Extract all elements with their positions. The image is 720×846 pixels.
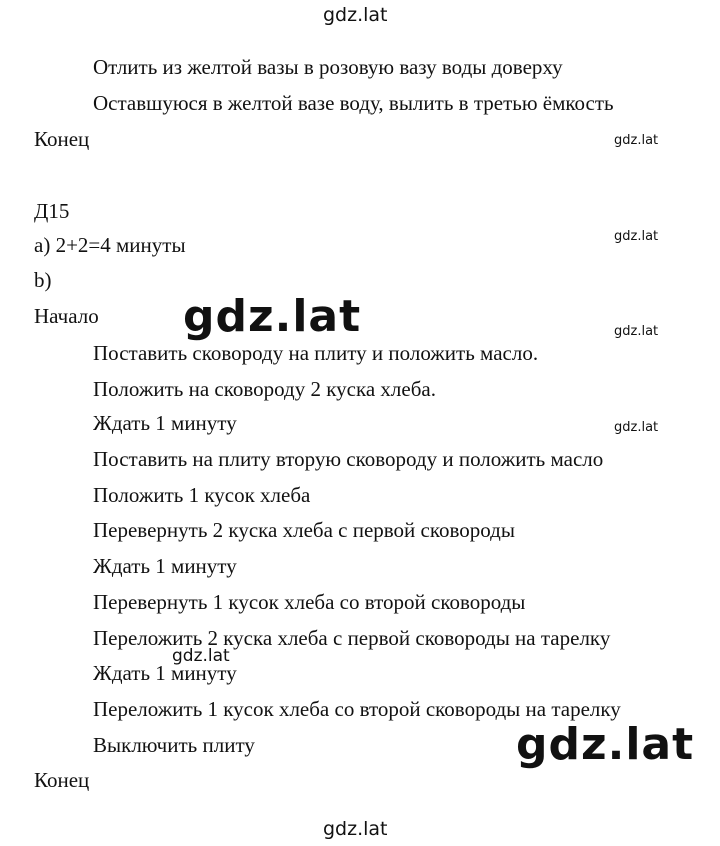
watermark-top: gdz.lat bbox=[323, 4, 388, 26]
step-5: Положить 1 кусок хлеба bbox=[93, 483, 311, 507]
step-10: Ждать 1 минуту bbox=[93, 661, 237, 685]
watermark-large-1: gdz.lat bbox=[183, 291, 362, 342]
step-3: Ждать 1 минуту bbox=[93, 411, 237, 435]
line-end-2: Конец bbox=[34, 768, 90, 792]
line-end-1: Конец bbox=[34, 127, 90, 151]
task-title: Д15 bbox=[34, 199, 70, 223]
line-pour-rest-to-third: Оставшуюся в желтой вазе воду, вылить в третью ёмкость bbox=[93, 91, 614, 115]
step-4: Поставить на плиту вторую сковороду и положить масло bbox=[93, 447, 604, 471]
watermark-medium: gdz.lat bbox=[172, 646, 230, 666]
step-1: Поставить сковороду на плиту и положить масло. bbox=[93, 341, 539, 365]
step-7: Ждать 1 минуту bbox=[93, 554, 237, 578]
watermark-small-2: gdz.lat bbox=[614, 229, 659, 244]
watermark-small-3: gdz.lat bbox=[614, 324, 659, 339]
line-start: Начало bbox=[34, 304, 99, 328]
line-part-a: а) 2+2=4 минуты bbox=[34, 233, 186, 257]
line-part-b: b) bbox=[34, 268, 52, 292]
watermark-small-4: gdz.lat bbox=[614, 420, 659, 435]
watermark-large-2: gdz.lat bbox=[516, 719, 695, 770]
step-9: Переложить 2 куска хлеба с первой сковороды на тарелку bbox=[93, 626, 611, 650]
step-8: Перевернуть 1 кусок хлеба со второй сковороды bbox=[93, 590, 526, 614]
step-12: Выключить плиту bbox=[93, 733, 255, 757]
line-pour-yellow-to-pink: Отлить из желтой вазы в розовую вазу воды доверху bbox=[93, 55, 563, 79]
step-6: Перевернуть 2 куска хлеба с первой сковороды bbox=[93, 518, 515, 542]
step-2: Положить на сковороду 2 куска хлеба. bbox=[93, 377, 436, 401]
step-11: Переложить 1 кусок хлеба со второй сковороды на тарелку bbox=[93, 697, 621, 721]
watermark-small-1: gdz.lat bbox=[614, 133, 659, 148]
watermark-bottom: gdz.lat bbox=[323, 818, 388, 840]
